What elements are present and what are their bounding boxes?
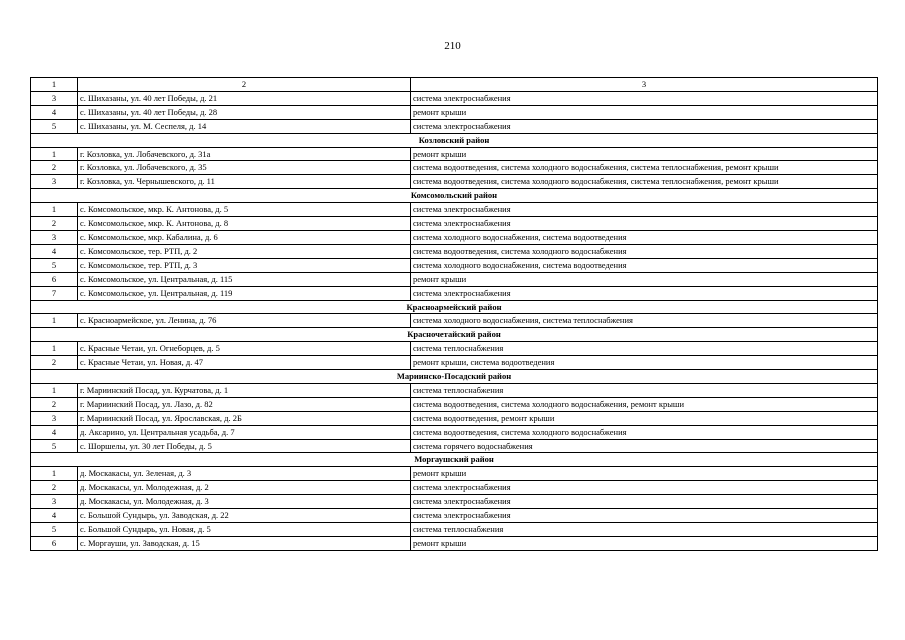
repair-table (30, 77, 878, 551)
work-type-cell: ремонт крыши, система водоотведения (411, 356, 878, 370)
row-number: 2 (31, 397, 78, 411)
row-number: 4 (31, 509, 78, 523)
address-cell: г. Козловка, ул. Чернышевского, д. 11 (78, 175, 411, 189)
table-row (31, 161, 878, 175)
address-cell: с. Красные Четаи, ул. Новая, д. 47 (78, 356, 411, 370)
address-cell: с. Шихазаны, ул. 40 лет Победы, д. 21 (78, 91, 411, 105)
table-row (31, 439, 878, 453)
address-cell: с. Моргауши, ул. Заводская, д. 15 (78, 536, 411, 550)
address-cell: г. Мариинский Посад, ул. Курчатова, д. 1 (78, 383, 411, 397)
table-row (31, 383, 878, 397)
work-type-cell: система электроснабжения (411, 91, 878, 105)
work-type-cell: ремонт крыши (411, 272, 878, 286)
district-section-row (31, 370, 878, 384)
address-cell: с. Комсомольское, ул. Центральная, д. 115 (78, 272, 411, 286)
row-number: 6 (31, 272, 78, 286)
district-name: Козловский район (31, 133, 878, 147)
row-number: 3 (31, 411, 78, 425)
table-row (31, 495, 878, 509)
address-cell: с. Большой Сундырь, ул. Новая, д. 5 (78, 523, 411, 537)
header-col-3: 3 (411, 78, 878, 92)
row-number: 6 (31, 536, 78, 550)
work-type-cell: система холодного водоснабжения, система теплоснабжения (411, 314, 878, 328)
row-number: 7 (31, 286, 78, 300)
address-cell: с. Комсомольское, мкр. К. Антонова, д. 5 (78, 203, 411, 217)
work-type-cell: система водоотведения, система холодного водоснабжения (411, 244, 878, 258)
address-cell: д. Москакасы, ул. Молодежная, д. 2 (78, 481, 411, 495)
row-number: 5 (31, 523, 78, 537)
district-name: Красноармейский район (31, 300, 878, 314)
row-number: 3 (31, 91, 78, 105)
address-cell: с. Большой Сундырь, ул. Заводская, д. 22 (78, 509, 411, 523)
table-row (31, 119, 878, 133)
row-number: 1 (31, 383, 78, 397)
district-section-row (31, 453, 878, 467)
row-number: 1 (31, 342, 78, 356)
address-cell: с. Комсомольское, мкр. К. Антонова, д. 8 (78, 217, 411, 231)
table-row (31, 244, 878, 258)
work-type-cell: система электроснабжения (411, 217, 878, 231)
table-row (31, 523, 878, 537)
row-number: 3 (31, 175, 78, 189)
district-name: Комсомольский район (31, 189, 878, 203)
table-row (31, 411, 878, 425)
table-row (31, 536, 878, 550)
work-type-cell: система теплоснабжения (411, 523, 878, 537)
work-type-cell: система холодного водоснабжения, система водоотведения (411, 230, 878, 244)
district-section-row (31, 189, 878, 203)
work-type-cell: система электроснабжения (411, 119, 878, 133)
work-type-cell: система водоотведения, ремонт крыши (411, 411, 878, 425)
table-row (31, 467, 878, 481)
work-type-cell: ремонт крыши (411, 467, 878, 481)
address-cell: д. Москакасы, ул. Молодежная, д. 3 (78, 495, 411, 509)
address-cell: с. Шоршелы, ул. 30 лет Победы, д. 5 (78, 439, 411, 453)
work-type-cell: система теплоснабжения (411, 342, 878, 356)
row-number: 4 (31, 105, 78, 119)
table-row (31, 217, 878, 231)
address-cell: г. Козловка, ул. Лобачевского, д. 35 (78, 161, 411, 175)
work-type-cell: система электроснабжения (411, 286, 878, 300)
work-type-cell: система горячего водоснабжения (411, 439, 878, 453)
table-row (31, 272, 878, 286)
header-col-2: 2 (78, 78, 411, 92)
table-row (31, 286, 878, 300)
address-cell: с. Комсомольское, тер. РТП, д. 2 (78, 244, 411, 258)
address-cell: д. Аксарино, ул. Центральная усадьба, д. 7 (78, 425, 411, 439)
work-type-cell: система водоотведения, система холодного водоснабжения, система теплоснабжения, ремонт крыши (411, 161, 878, 175)
row-number: 1 (31, 314, 78, 328)
work-type-cell: система электроснабжения (411, 203, 878, 217)
row-number: 4 (31, 244, 78, 258)
row-number: 3 (31, 230, 78, 244)
work-type-cell: система электроснабжения (411, 481, 878, 495)
table-header-row (31, 78, 878, 92)
address-cell: г. Мариинский Посад, ул. Ярославская, д. 2Б (78, 411, 411, 425)
table-row (31, 230, 878, 244)
work-type-cell: система электроснабжения (411, 495, 878, 509)
address-cell: г. Мариинский Посад, ул. Лазо, д. 82 (78, 397, 411, 411)
address-cell: с. Комсомольское, ул. Центральная, д. 119 (78, 286, 411, 300)
table-row (31, 91, 878, 105)
district-name: Мариинско-Посадский район (31, 370, 878, 384)
address-cell: с. Шихазаны, ул. 40 лет Победы, д. 28 (78, 105, 411, 119)
table-row (31, 258, 878, 272)
address-cell: с. Красные Четаи, ул. Огнеборцев, д. 5 (78, 342, 411, 356)
work-type-cell: ремонт крыши (411, 536, 878, 550)
table-row (31, 356, 878, 370)
row-number: 5 (31, 119, 78, 133)
row-number: 3 (31, 495, 78, 509)
address-cell: д. Москакасы, ул. Зеленая, д. 3 (78, 467, 411, 481)
district-name: Моргаушский район (31, 453, 878, 467)
address-cell: с. Шихазаны, ул. М. Сеспеля, д. 14 (78, 119, 411, 133)
work-type-cell: система теплоснабжения (411, 383, 878, 397)
table-row (31, 397, 878, 411)
row-number: 5 (31, 258, 78, 272)
row-number: 1 (31, 467, 78, 481)
address-cell: с. Комсомольское, тер. РТП, д. 3 (78, 258, 411, 272)
work-type-cell: система водоотведения, система холодного водоснабжения, система теплоснабжения, ремонт крыши (411, 175, 878, 189)
row-number: 5 (31, 439, 78, 453)
table-row (31, 481, 878, 495)
work-type-cell: система водоотведения, система холодного водоснабжения, ремонт крыши (411, 397, 878, 411)
row-number: 2 (31, 481, 78, 495)
table-row (31, 342, 878, 356)
row-number: 2 (31, 217, 78, 231)
work-type-cell: система водоотведения, система холодного водоснабжения (411, 425, 878, 439)
table-row (31, 147, 878, 161)
row-number: 4 (31, 425, 78, 439)
district-section-row (31, 328, 878, 342)
address-cell: с. Красноармейское, ул. Ленина, д. 76 (78, 314, 411, 328)
work-type-cell: система холодного водоснабжения, система водоотведения (411, 258, 878, 272)
header-col-1: 1 (31, 78, 78, 92)
row-number: 1 (31, 203, 78, 217)
table-row (31, 509, 878, 523)
row-number: 2 (31, 161, 78, 175)
row-number: 1 (31, 147, 78, 161)
work-type-cell: ремонт крыши (411, 147, 878, 161)
work-type-cell: ремонт крыши (411, 105, 878, 119)
page-number: 210 (444, 40, 461, 52)
work-type-cell: система электроснабжения (411, 509, 878, 523)
address-cell: с. Комсомольское, мкр. Кабалина, д. 6 (78, 230, 411, 244)
table-row (31, 203, 878, 217)
table-row (31, 175, 878, 189)
district-section-row (31, 300, 878, 314)
table-row (31, 425, 878, 439)
district-section-row (31, 133, 878, 147)
table-row (31, 314, 878, 328)
district-name: Красночетайский район (31, 328, 878, 342)
table-row (31, 105, 878, 119)
table-body (31, 78, 878, 551)
row-number: 2 (31, 356, 78, 370)
address-cell: г. Козловка, ул. Лобачевского, д. 31а (78, 147, 411, 161)
